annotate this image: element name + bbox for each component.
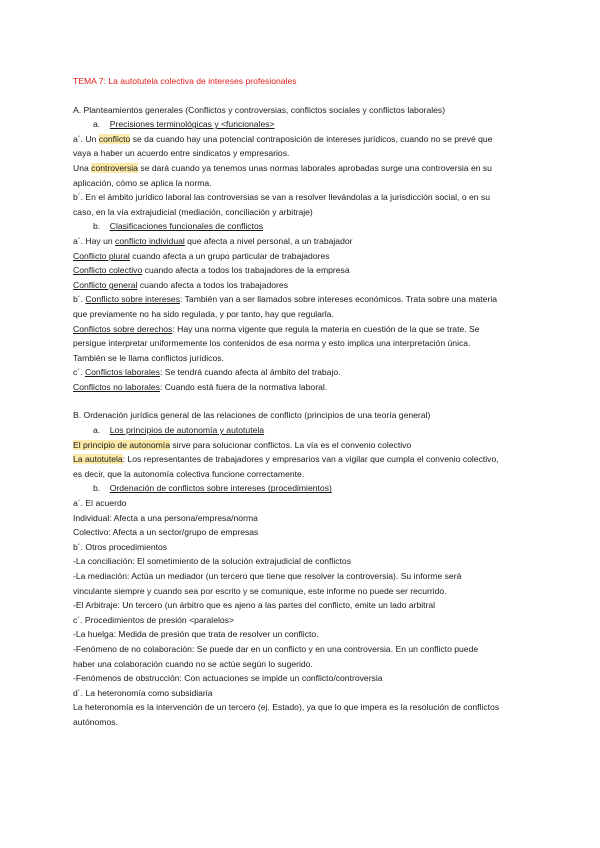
text: a´. Un (73, 133, 99, 144)
spacer (73, 394, 533, 408)
text: : Hay una norma vigente que regula la materia en cuestión de la que se trate. Se (172, 323, 480, 334)
text: a´. Hay un (73, 235, 116, 246)
list-item: autónomos. (73, 716, 118, 727)
paragraph-line: persigue interpretar uniformemente los contenidos de esa norma y esto implica una interpretación única. (73, 338, 471, 349)
list-item: Individual: Afecta a una persona/empresa/norma (73, 512, 258, 523)
section-b-heading: B. Ordenación jurídica general de las relaciones de conflicto (principios de una teoría general) (73, 410, 431, 421)
sub-title: Clasificaciones funcionales de conflictos (109, 221, 264, 232)
classification-line (73, 249, 533, 264)
sub-marker: a. (93, 119, 101, 130)
paragraph-autotutela (73, 452, 533, 467)
text: cuando afecta a todos los trabajadores (137, 279, 288, 290)
section-b-sub-a (73, 423, 533, 438)
text: : Se tendrá cuando afecta al ámbito del trabajo. (159, 367, 341, 378)
paragraph-line: que previamente no ha sido regulada, y por tanto, hay que regularla. (73, 308, 334, 319)
document-title: TEMA 7: La autotutela colectiva de intereses profesionales (73, 76, 297, 86)
spacer (73, 89, 533, 103)
sub-title: Ordenación de conflictos sobre intereses (procedimientos) (109, 483, 332, 494)
list-item: vinculante siempre y cuando sea por escrito y se comunique, este informe no puede ser recurrido. (73, 585, 447, 596)
term: conflicto individual (115, 235, 185, 246)
term: Conflictos sobre derechos (73, 323, 173, 334)
paragraph-line: vaya a haber un acuerdo entre sindicatos y empresarios. (73, 148, 290, 159)
list-item: b´. Otros procedimientos (73, 541, 168, 552)
highlight-conflicto: conflicto (98, 133, 131, 144)
document-body (73, 74, 533, 730)
highlight-controversia: controversia (91, 162, 138, 173)
sub-title: Los principios de autonomía y autotutela (109, 425, 265, 436)
classification-line (73, 263, 533, 278)
text: se da cuando hay una potencial contraposición de intereses jurídicos, cuando no se prevé que (130, 133, 493, 144)
list-item: -La huelga: Medida de presión que trata de resolver un conflicto. (73, 629, 319, 640)
list-item: Colectivo: Afecta a un sector/grupo de empresas (73, 527, 259, 538)
sub-title: Precisiones terminológicas y <funcionales> (109, 119, 275, 130)
classification-line (73, 380, 533, 395)
text: cuando afecta a un grupo particular de trabajadores (129, 250, 330, 261)
paragraph-line: También se le llama conflictos jurídicos. (73, 352, 224, 363)
list-item: -Fenómenos de obstrucción: Con actuaciones se impide un conflicto/controversia (73, 673, 383, 684)
list-item: d´. La heteronomía como subsidiaria (73, 687, 213, 698)
term: Conflicto general (73, 279, 138, 290)
text: b´. (73, 294, 86, 305)
classification-line (73, 278, 533, 293)
highlight-autotutela: La autotutela (73, 454, 123, 465)
paragraph-autonomia (73, 438, 533, 453)
text: se dará cuando ya tenemos unas normas laborales aprobadas surge una controversia en su (137, 162, 492, 173)
list-item: -La conciliación: El sometimiento de la solución extrajudicial de conflictos (73, 556, 352, 567)
text: : Los representantes de trabajadores y empresarios van a vigilar que cumpla el convenio colectivo, (122, 454, 499, 465)
text: cuando afecta a todos los trabajadores de la empresa (142, 265, 350, 276)
term: Conflictos no laborales (73, 381, 160, 392)
list-item: haber una colaboración cuando no se actúe según lo sugerido. (73, 658, 313, 669)
text: c´. (73, 367, 85, 378)
term: Conflictos laborales (84, 367, 160, 378)
paragraph-line: caso, en la vía extrajudicial (mediación, conciliación y arbitraje) (73, 206, 313, 217)
term: Conflicto sobre intereses (85, 294, 180, 305)
list-item: -Fenómeno de no colaboración: Se puede dar en un conflicto y en una controversia. En un conflicto puede (73, 643, 479, 654)
text: sirve para solucionar conflictos. La vía es el convenio colectivo (169, 439, 412, 450)
paragraph-line: b´. En el ámbito jurídico laboral las controversias se van a resolver llevándolas a la jurisdicción social, o en su (73, 192, 491, 203)
section-a-sub-b (73, 219, 533, 234)
paragraph-line: aplicación, cómo se aplica la norma. (73, 177, 212, 188)
classification-line (73, 234, 533, 249)
paragraph-line: es decir, que la autonomía colectiva funcione correctamente. (73, 468, 305, 479)
highlight-autonomia: El principio de autonomía (73, 439, 170, 450)
list-item: a´. El acuerdo (73, 498, 127, 509)
classification-line (73, 322, 533, 337)
paragraph-controversia (73, 161, 533, 176)
text: Una (73, 162, 92, 173)
text: que afecta a nivel personal, a un trabajador (184, 235, 353, 246)
text: : Cuando está fuera de la normativa laboral. (159, 381, 328, 392)
section-b-sub-b (73, 481, 533, 496)
sub-marker: b. (93, 483, 101, 494)
list-item: La heteronomía es la intervención de un tercero (ej. Estado), ya que lo que impera es la resolución de conflictos (73, 702, 500, 713)
list-item: -El Arbitraje: Un tercero (un árbitro que es ajeno a las partes del conflicto, emite un lado arbitral (73, 600, 436, 611)
term: Conflicto colectivo (73, 265, 143, 276)
sub-marker: a. (93, 425, 101, 436)
section-a-heading: A. Planteamientos generales (Conflictos y controversias, conflictos sociales y conflictos laborales) (73, 104, 446, 115)
classification-line (73, 365, 533, 380)
text: : También van a ser llamados sobre intereses económicos. Trata sobre una materia (180, 294, 498, 305)
sub-marker: b. (93, 221, 101, 232)
term: Conflicto plural (73, 250, 130, 261)
classification-line (73, 292, 533, 307)
list-item: -La mediación: Actúa un mediador (un tercero que tiene que resolver la controversia). Su informe será (73, 571, 462, 581)
section-a-sub-a (73, 117, 533, 132)
paragraph-conflicto (73, 132, 533, 147)
list-item: c´. Procedimientos de presión <paralelos> (73, 614, 234, 625)
